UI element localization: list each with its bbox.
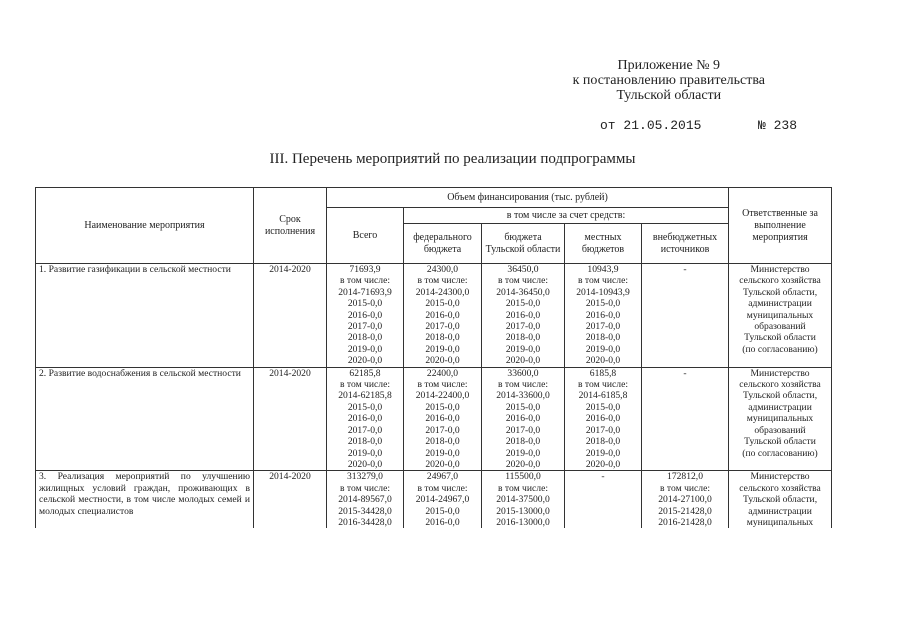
cell-line: 2014-10943,9 [576, 286, 630, 298]
cell-line: 2014-6185,8 [578, 390, 628, 402]
cell-line: 2020-0,0 [347, 458, 383, 470]
cell-line: 2016-13000,0 [496, 516, 550, 528]
table-row [36, 471, 832, 529]
cell-line: 2017-0,0 [425, 321, 460, 333]
cell-line: 2015-0,0 [585, 401, 621, 413]
cell-line: 2020-0,0 [425, 458, 460, 470]
cell-line: 10943,9 [587, 264, 619, 275]
header-including: в том числе за счет средств: [404, 208, 729, 224]
cell-line: в том числе: [417, 379, 468, 391]
cell-line: 6185,8 [589, 367, 617, 379]
cell-line: 33600,0 [507, 367, 539, 379]
cell-line: 2014-27100,0 [658, 494, 712, 506]
header-name: Наименование мероприятия [36, 188, 254, 264]
cell-name: 3. Реализация мероприятий по улучшению жилищных условий граждан, проживающих в сельской местности, в том числе молодых семей и молодых специалистов [36, 471, 254, 529]
cell-line: 2016-34428,0 [338, 516, 392, 528]
cell-line: сельского хозяйства [739, 482, 821, 494]
cell-line: 2017-0,0 [505, 424, 541, 436]
cell-line: 2014-33600,0 [496, 390, 550, 402]
measures-table [35, 187, 832, 528]
cell-line: Тульской области, [742, 390, 818, 402]
cell-line: 2017-0,0 [505, 321, 541, 333]
appendix-number: Приложение № 9 [617, 58, 721, 73]
cell-line: 2016-0,0 [425, 413, 460, 425]
cell-line: - [601, 471, 605, 483]
cell-line: в том числе: [417, 482, 468, 494]
table-row [36, 264, 832, 368]
cell-line: 2018-0,0 [585, 436, 621, 448]
cell-line: муниципальных [746, 413, 814, 425]
cell-line: 2015-34428,0 [338, 505, 392, 517]
cell-line: Тульской области [744, 436, 816, 448]
cell-line: 2018-0,0 [425, 436, 460, 448]
cell-line: 2020-0,0 [585, 355, 621, 367]
cell-period: 2014-2020 [254, 367, 327, 471]
cell-line: 2015-0,0 [425, 401, 460, 413]
cell-line: Министерство [750, 264, 810, 275]
cell-line: образований [754, 321, 806, 333]
cell-offbudget [642, 471, 729, 529]
cell-local [565, 264, 642, 368]
cell-line: 2016-0,0 [505, 413, 541, 425]
cell-line: в том числе: [497, 482, 548, 494]
cell-responsible [729, 264, 832, 368]
cell-line: 2017-0,0 [585, 424, 621, 436]
cell-line: образований [754, 424, 806, 436]
cell-line: 36450,0 [507, 264, 539, 275]
cell-line: - [683, 367, 687, 379]
appendix-resolution: к постановлению правительства [572, 73, 765, 88]
cell-federal [404, 367, 482, 471]
cell-line: 2019-0,0 [347, 343, 383, 355]
cell-line: Тульской области, [742, 494, 818, 506]
cell-line: 2014-62185,8 [338, 390, 392, 402]
cell-line: Министерство [750, 367, 810, 379]
cell-line: 2017-0,0 [347, 424, 383, 436]
cell-line: 2017-0,0 [425, 424, 460, 436]
cell-line: 2014-22400,0 [415, 390, 470, 402]
cell-local [565, 367, 642, 471]
cell-line: в том числе: [417, 275, 468, 287]
cell-period: 2014-2020 [254, 264, 327, 368]
cell-line: - [683, 264, 687, 275]
cell-line: 62185,8 [349, 367, 381, 379]
cell-total [327, 471, 404, 529]
header-period: Срок исполнения [254, 188, 327, 264]
order-date-value: 21.05.2015 [623, 118, 702, 133]
cell-line: 2015-0,0 [505, 401, 541, 413]
header-funding: Объем финансирования (тыс. рублей) [327, 188, 729, 208]
cell-line: 2016-0,0 [505, 309, 541, 321]
cell-line: 115500,0 [505, 471, 541, 483]
cell-line: 24300,0 [426, 264, 459, 275]
cell-line: в том числе: [497, 275, 548, 287]
cell-line: 2014-89567,0 [338, 494, 392, 506]
appendix-region: Тульской области [616, 88, 722, 103]
cell-line: Министерство [750, 471, 810, 483]
cell-local [565, 471, 642, 529]
cell-line: 2016-0,0 [347, 309, 383, 321]
cell-line: 71693,9 [349, 264, 381, 275]
cell-line: 2020-0,0 [347, 355, 383, 367]
appendix-header [573, 58, 765, 103]
cell-line: (по согласованию) [742, 447, 818, 459]
cell-line: 2015-13000,0 [496, 505, 550, 517]
cell-line: 2018-0,0 [425, 332, 460, 344]
cell-line: 2018-0,0 [347, 332, 383, 344]
header-offbudget: внебюджетных источников [642, 224, 729, 264]
cell-line: 313279,0 [347, 471, 383, 483]
order-date-prefix: от [600, 118, 616, 133]
cell-line: 2015-0,0 [425, 298, 460, 310]
cell-line: 2016-0,0 [347, 413, 383, 425]
cell-total [327, 367, 404, 471]
cell-line: 2014-71693,9 [338, 286, 392, 298]
cell-line: 2018-0,0 [585, 332, 621, 344]
cell-line: 2019-0,0 [585, 343, 621, 355]
header-responsible: Ответственные за выполнение мероприятия [729, 188, 832, 264]
cell-regional [482, 264, 565, 368]
cell-regional [482, 367, 565, 471]
page-title: III. Перечень мероприятий по реализации подпрограммы [269, 151, 636, 167]
cell-line: администрации [748, 298, 812, 310]
cell-line: 2015-0,0 [347, 401, 383, 413]
cell-line: 2018-0,0 [347, 436, 383, 448]
cell-period: 2014-2020 [254, 471, 327, 529]
cell-federal [404, 264, 482, 368]
cell-line: 172812,0 [667, 471, 703, 483]
cell-line: 2017-0,0 [585, 321, 621, 333]
cell-line: 2019-0,0 [347, 447, 383, 459]
cell-line: 2015-0,0 [505, 298, 541, 310]
cell-line: 2014-24300,0 [415, 286, 470, 298]
cell-line: Тульской области, [742, 286, 818, 298]
cell-line: администрации [748, 401, 812, 413]
cell-line: 2020-0,0 [585, 458, 621, 470]
cell-line: 2019-0,0 [425, 343, 460, 355]
cell-line: 2014-37500,0 [496, 494, 550, 506]
cell-line: 24967,0 [426, 471, 459, 483]
cell-line: 2020-0,0 [505, 355, 541, 367]
cell-line: Тульской области [744, 332, 816, 344]
cell-line: 2016-0,0 [425, 309, 460, 321]
cell-line: (по согласованию) [742, 343, 818, 355]
cell-line: 22400,0 [426, 367, 459, 379]
order-date [600, 118, 701, 133]
cell-line: в том числе: [339, 379, 390, 391]
cell-line: сельского хозяйства [739, 275, 821, 287]
cell-line: 2020-0,0 [505, 458, 541, 470]
cell-offbudget [642, 264, 729, 368]
cell-regional [482, 471, 565, 529]
cell-line: 2019-0,0 [505, 343, 541, 355]
cell-line: в том числе: [497, 379, 548, 391]
cell-line: в том числе: [339, 275, 390, 287]
cell-line: в том числе: [577, 379, 628, 391]
cell-line: 2019-0,0 [505, 447, 541, 459]
cell-line: 2015-21428,0 [658, 505, 712, 517]
cell-name: 2. Развитие водоснабжения в сельской местности [36, 367, 254, 471]
cell-line: 2019-0,0 [585, 447, 621, 459]
cell-line: 2020-0,0 [425, 355, 460, 367]
cell-line: сельского хозяйства [739, 379, 821, 391]
header-federal: федерального бюджета [404, 224, 482, 264]
cell-federal [404, 471, 482, 529]
cell-line: в том числе: [660, 482, 711, 494]
cell-line: в том числе: [577, 275, 628, 287]
cell-line: 2017-0,0 [347, 321, 383, 333]
cell-line: 2019-0,0 [425, 447, 460, 459]
cell-line: 2018-0,0 [505, 332, 541, 344]
cell-line: 2018-0,0 [505, 436, 541, 448]
order-number: № 238 [758, 118, 798, 133]
cell-line: 2014-36450,0 [496, 286, 550, 298]
header-total: Всего [327, 208, 404, 264]
cell-line: 2014-24967,0 [415, 494, 470, 506]
cell-offbudget [642, 367, 729, 471]
table-row [36, 367, 832, 471]
cell-line: 2016-21428,0 [658, 516, 712, 528]
cell-line: 2015-0,0 [585, 298, 621, 310]
cell-responsible [729, 367, 832, 471]
cell-line: муниципальных [746, 309, 814, 321]
cell-line: муниципальных [746, 516, 814, 528]
cell-name: 1. Развитие газификации в сельской местности [36, 264, 254, 368]
cell-line: администрации [748, 505, 812, 517]
cell-responsible [729, 471, 832, 529]
cell-line: 2016-0,0 [425, 516, 460, 528]
cell-total [327, 264, 404, 368]
header-regional: бюджета Тульской области [482, 224, 565, 264]
cell-line: 2015-0,0 [347, 298, 383, 310]
cell-line: в том числе: [339, 482, 390, 494]
cell-line: 2015-0,0 [425, 505, 460, 517]
cell-line: 2016-0,0 [585, 309, 621, 321]
cell-line: 2016-0,0 [585, 413, 621, 425]
header-local: местных бюджетов [565, 224, 642, 264]
